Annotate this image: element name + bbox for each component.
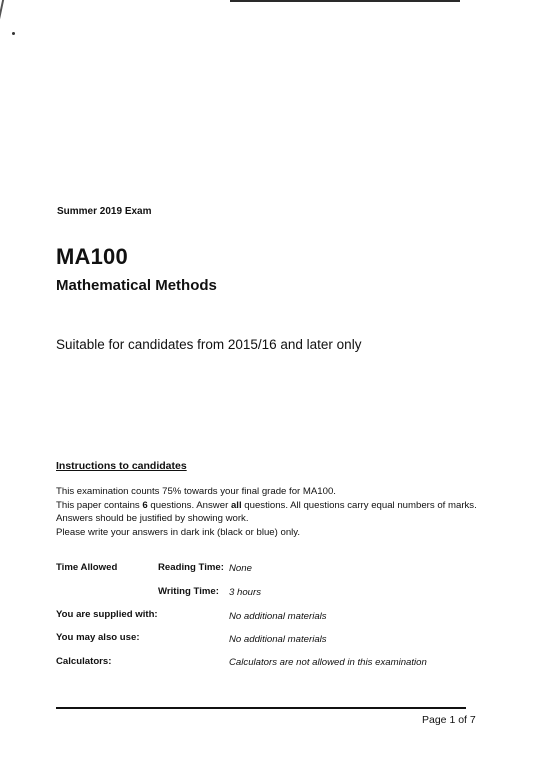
instruction-questions-part1: This paper contains — [56, 499, 143, 511]
supplied-materials-value: No additional materials — [229, 611, 327, 622]
scan-corner-mark — [0, 0, 12, 20]
course-code: MA100 — [56, 244, 128, 269]
instruction-justify: Answers should be justified by showing work. — [56, 513, 249, 525]
permitted-materials-value: No additional materials — [229, 634, 327, 645]
writing-time-label: Writing Time: — [158, 586, 219, 597]
question-count: 6 — [142, 499, 148, 511]
scan-edge-mark — [230, 0, 460, 2]
permitted-materials-label: You may also use: — [56, 632, 140, 643]
scan-speck — [12, 32, 15, 35]
instructions-text — [56, 485, 477, 539]
instructions-heading: Instructions to candidates — [56, 460, 187, 472]
instruction-questions-part3: questions. All questions carry equal numbers of marks. — [241, 499, 477, 511]
supplied-materials-label: You are supplied with: — [56, 609, 158, 620]
calculators-value: Calculators are not allowed in this examination — [229, 657, 427, 668]
instruction-ink: Please write your answers in dark ink (black or blue) only. — [56, 526, 301, 538]
course-title: Mathematical Methods — [56, 277, 217, 294]
page-number: Page 1 of 7 — [422, 714, 476, 726]
instruction-questions-part2: questions. Answer — [147, 499, 231, 511]
exam-session: Summer 2019 Exam — [57, 206, 152, 217]
footer-divider — [56, 707, 466, 709]
calculators-label: Calculators: — [56, 656, 112, 667]
suitability-note: Suitable for candidates from 2015/16 and later only — [56, 337, 362, 352]
time-allowed-label: Time Allowed — [56, 562, 118, 573]
writing-time-value: 3 hours — [229, 587, 261, 598]
instruction-weighting: This examination counts 75% towards your final grade for MA100. — [56, 486, 336, 497]
instruction-questions — [56, 499, 477, 513]
reading-time-label: Reading Time: — [158, 562, 224, 573]
reading-time-value: None — [229, 563, 252, 574]
answer-all-emphasis: all — [230, 499, 242, 511]
